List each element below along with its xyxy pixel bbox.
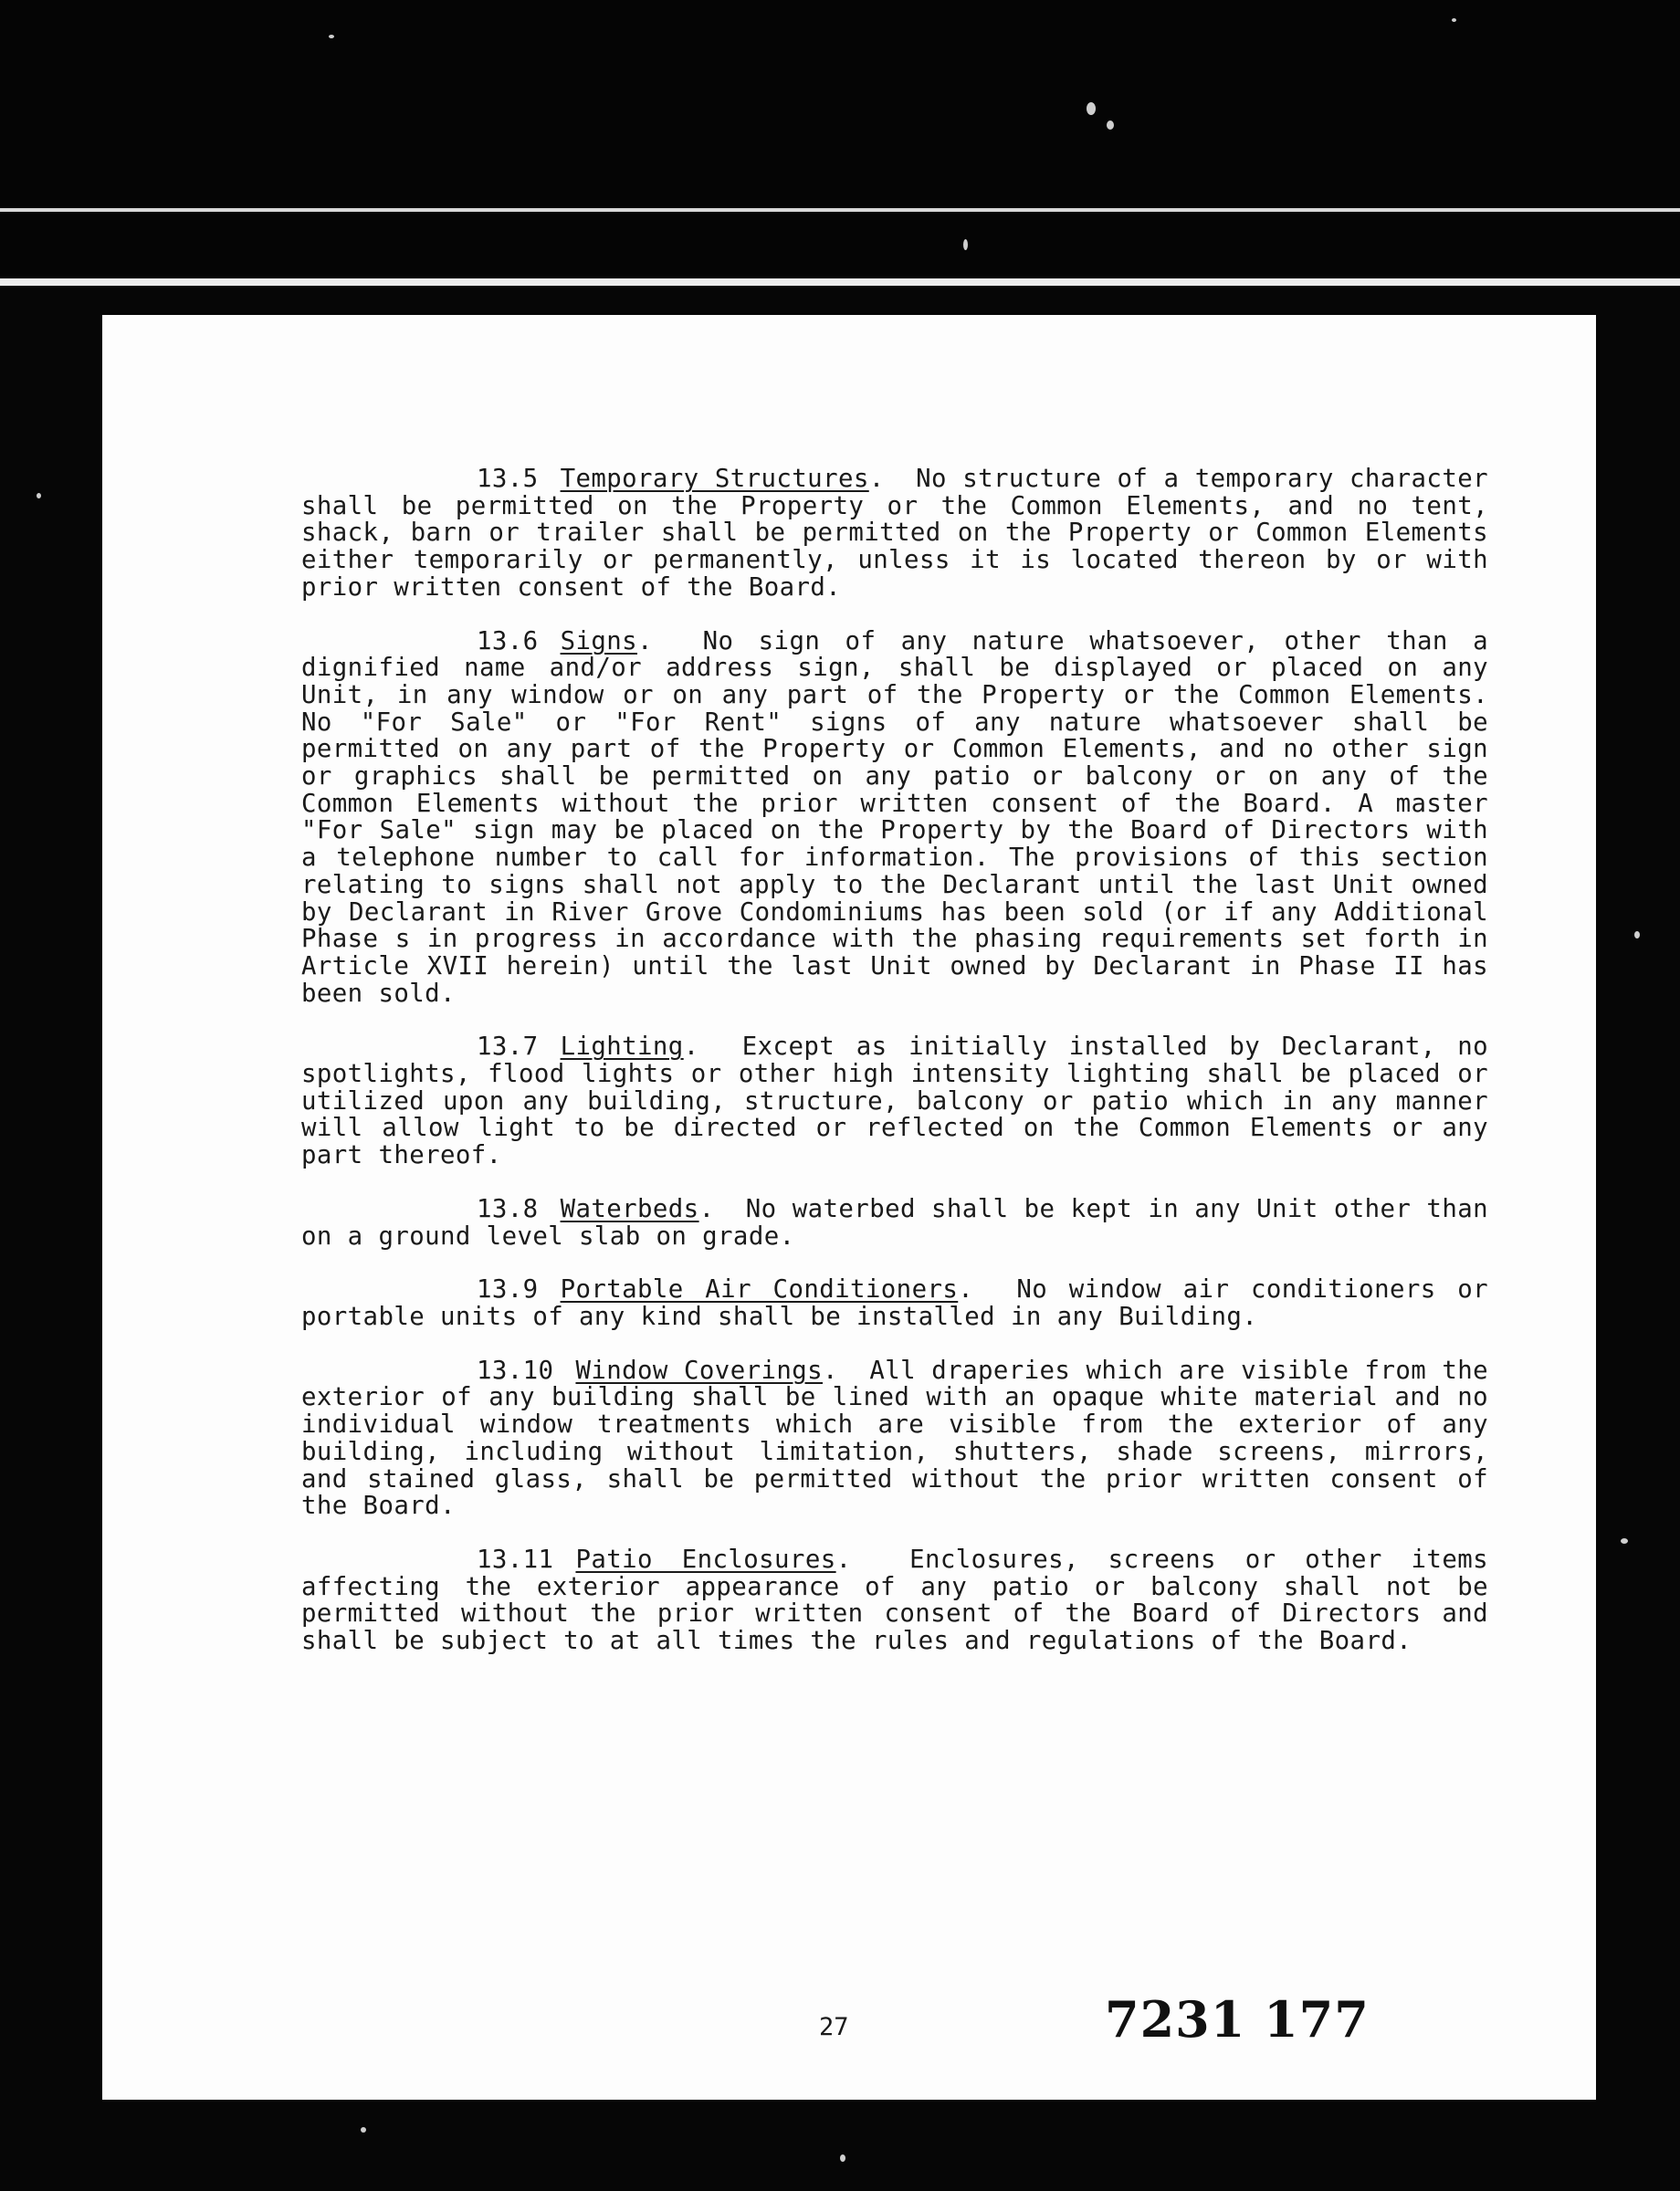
section-body: Except as initially installed by Declarant, no spotlights, flood lights or other high intensity lighting shall be placed or utilized upon any building, structure, balcony or patio which in any manner will allow light to be directed or reflected on the Common Elements or any part thereof. [301, 1033, 1489, 1170]
section-body: All draperies which are visible from the exterior of any building shall be lined with an opaque white material and no individual window treatments which are visible from the exterior of any building, including without limitation, shutters, shade screens, mirrors, and stained glass, shall be permitted without the prior written consent of the Board. [301, 1356, 1489, 1521]
section-heading: Portable Air Conditioners [560, 1275, 959, 1305]
section-number: 13.6 [477, 626, 539, 655]
section-body: No sign of any nature whatsoever, other than a dignified name and/or address sign, shall be displayed or placed on any Unit, in any window or on any part of the Property or the Common Elements. No "For Sale" or "For Rent" signs of any nature whatsoever shall be permitted on any part of the Property or Common Elements, and no other sign or graphics shall be permitted on any patio or balcony or on any of the Common Elements without the prior written consent of the Board. A master "For Sale" sign may be placed on the Property by the Board of Directors with a telephone number to call for information. The provisions of this section relating to signs shall not apply to the Declarant until the last Unit owned by Declarant in River Grove Condominiums has been sold (or if any Additional Phase s in progress in accordance with the phasing requirements set forth in Article XVII herein) until the last Unit owned by Declarant in Phase II has been sold. [301, 626, 1489, 1008]
section-heading: Temporary Structures [560, 465, 869, 493]
scan-line-top [0, 208, 1680, 212]
section-13-9: 13.9 Portable Air Conditioners. No window air conditioners or portable units of any kind shall be installed in any Building. [301, 1275, 1489, 1331]
section-number: 13.11 [477, 1545, 554, 1574]
section-13-5: 13.5 Temporary Structures. No structure of a temporary character shall be permitted on the Property or the Common Elements, and no tent, shack, barn or trailer shall be permitted on the Property or Common Elements either temporarily or permanently, unless it is located thereon by or with prior written consent of the Board. [301, 465, 1488, 602]
scan-speck [1107, 121, 1114, 130]
record-stamp: 7231 177 [1105, 1990, 1370, 2049]
section-heading: Waterbeds [560, 1194, 699, 1223]
section-body: No window air conditioners or portable units of any kind shall be installed in any Building. [301, 1275, 1489, 1331]
scan-speck [1634, 931, 1640, 938]
scan-speck [329, 35, 334, 38]
section-13-11: 13.11 Patio Enclosures. Enclosures, screens or other items affecting the exterior appearance of any patio or balcony shall not be permitted without the prior written consent of the Board of Directors and shall be subject to at all times the rules and regulations of the Board. [301, 1545, 1488, 1656]
scan-speck [963, 239, 968, 250]
section-number: 13.9 [477, 1275, 539, 1305]
page-number: 27 [819, 2013, 849, 2041]
section-heading: Signs [560, 626, 638, 655]
section-number: 13.7 [477, 1033, 539, 1062]
section-body: No waterbed shall be kept in any Unit other than on a ground level slab on grade. [301, 1194, 1488, 1251]
section-list [301, 466, 1488, 1682]
section-body: Enclosures, screens or other items affecting the exterior appearance of any patio or balcony shall not be permitted without the prior written consent of the Board of Directors and shall be subject to at all times the rules and regulations of the Board. [301, 1545, 1488, 1656]
section-heading: Patio Enclosures [575, 1545, 836, 1574]
scan-speck [37, 493, 41, 498]
section-heading: Window Coverings [575, 1356, 824, 1385]
section-heading: Lighting [560, 1033, 684, 1062]
section-13-10: 13.10 Window Coverings. All draperies which are visible from the exterior of any building shall be lined with an opaque white material and no individual window treatments which are visible from the exterior of any building, including without limitation, shutters, shade screens, mirrors, and stained glass, shall be permitted without the prior written consent of the Board. [301, 1356, 1489, 1521]
section-13-8: 13.8 Waterbeds. No waterbed shall be kept in any Unit other than on a ground level slab on grade. [301, 1194, 1488, 1251]
scan-speck [1621, 1538, 1628, 1544]
scan-speck [361, 2127, 366, 2133]
scan-line-bottom [0, 278, 1680, 286]
section-13-7: 13.7 Lighting. Except as initially installed by Declarant, no spotlights, flood lights or other high intensity lighting shall be placed or utilized upon any building, structure, balcony or patio which in any manner will allow light to be directed or reflected on the Common Elements or any part thereof. [301, 1033, 1489, 1170]
scan-speck [1087, 102, 1096, 115]
section-13-6: 13.6 Signs. No sign of any nature whatsoever, other than a dignified name and/or address sign, shall be displayed or placed on any Unit, in any window or on any part of the Property or the Common Elements. No "For Sale" or "For Rent" signs of any nature whatsoever shall be permitted on any part of the Property or Common Elements, and no other sign or graphics shall be permitted on any patio or balcony or on any of the Common Elements without the prior written consent of the Board. A master "For Sale" sign may be placed on the Property by the Board of Directors with a telephone number to call for information. The provisions of this section relating to signs shall not apply to the Declarant until the last Unit owned by Declarant in River Grove Condominiums has been sold (or if any Additional Phase s in progress in accordance with the phasing requirements set forth in Article XVII herein) until the last Unit owned by Declarant in Phase II has been sold. [301, 626, 1489, 1008]
section-number: 13.8 [477, 1194, 539, 1223]
document-page [102, 315, 1596, 2100]
section-body: No structure of a temporary character shall be permitted on the Property or the Common Elements, and no tent, shack, barn or trailer shall be permitted on the Property or Common Elements either temporarily or permanently, unless it is located thereon by or with prior written consent of the Board. [301, 465, 1488, 602]
scan-speck [1452, 18, 1456, 22]
section-number: 13.10 [477, 1356, 554, 1385]
scan-speck [840, 2154, 845, 2162]
section-number: 13.5 [477, 465, 539, 493]
scan-header-band [0, 0, 1680, 274]
